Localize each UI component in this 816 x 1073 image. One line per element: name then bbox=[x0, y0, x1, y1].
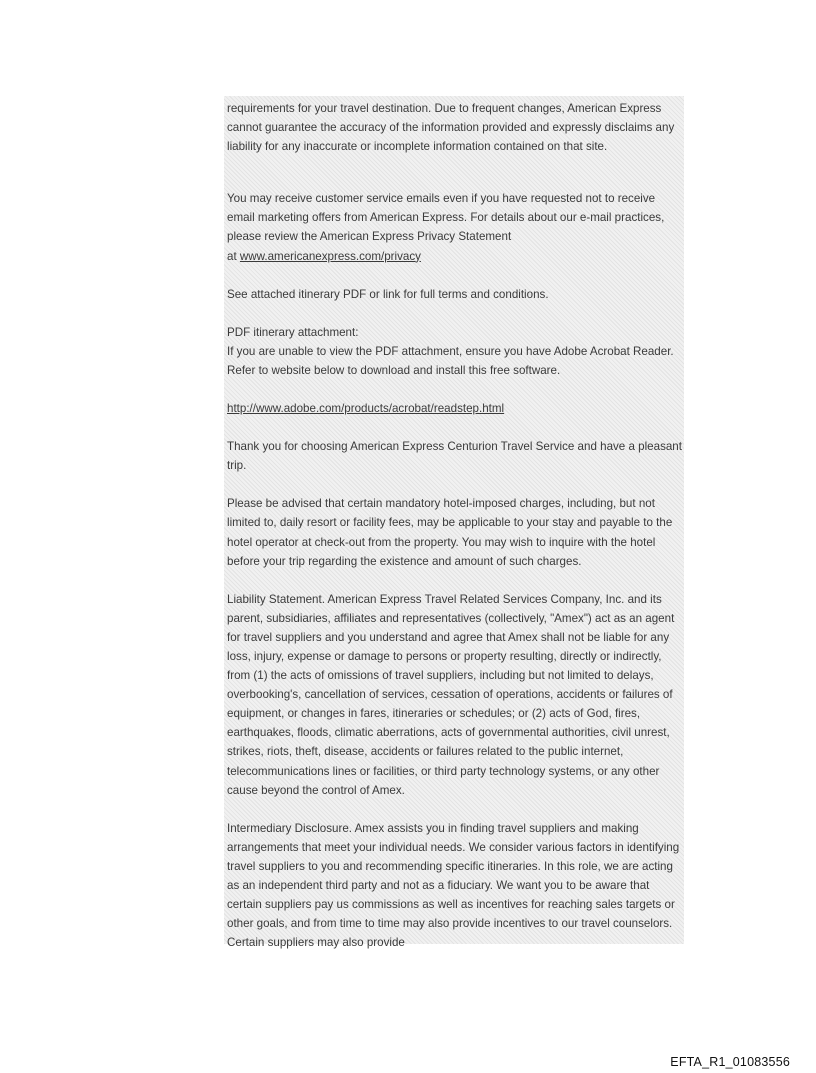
privacy-link[interactable]: www.americanexpress.com/privacy bbox=[239, 249, 421, 263]
paragraph-terms: See attached itinerary PDF or link for full terms and conditions. bbox=[227, 287, 549, 301]
pdf-text: If you are unable to view the PDF attachment, ensure you have Adobe Acrobat Reader. Refer to website below to download and install this free software. bbox=[227, 344, 674, 377]
paragraph-adobe-link bbox=[227, 399, 682, 418]
pdf-heading: PDF itinerary attachment: bbox=[227, 325, 359, 339]
paragraph-hotel-charges: Please be advised that certain mandatory hotel-imposed charges, including, but not limited to, daily resort or facility fees, may be applicable to your stay and payable to the hotel operator at check-out from the property. You may wish to inquire with the hotel before your trip regarding the existence and amount of such charges. bbox=[227, 497, 673, 568]
email-body-block bbox=[224, 96, 684, 950]
privacy-text: You may receive customer service emails even if you have requested not to receive email marketing offers from American Express. For details about our e-mail practices, please review the American Express Privacy Statement bbox=[227, 192, 665, 244]
paragraph-customer-service-emails bbox=[227, 189, 682, 265]
paragraph-thank-you: Thank you for choosing American Express Centurion Travel Service and have a pleasant trip. bbox=[227, 440, 682, 473]
paragraph-liability-statement: Liability Statement. American Express Travel Related Services Company, Inc. and its parent, subsidiaries, affiliates and representatives (collectively, "Amex") act as an agent for travel suppliers and you understand and agree that Amex shall not be liable for any loss, injury, expense or damage to persons or property resulting, directly or indirectly, from (1) the acts of omissions of travel suppliers, including but not limited to delays, overbooking's, cancellation of services, cessation of operations, accidents or failures of equipment, or changes in fares, itineraries or schedules; or (2) acts of God, fires, earthquakes, floods, climatic aberrations, acts of governmental authorities, civil unrest, strikes, riots, theft, disease, accidents or failures related to the public internet, telecommunications lines or facilities, or third party technology systems, or any other cause beyond the control of Amex. bbox=[227, 592, 675, 797]
paragraph-pdf-attachment bbox=[227, 323, 682, 380]
adobe-link[interactable]: http://www.adobe.com/products/acrobat/readstep.html bbox=[227, 402, 505, 416]
paragraph-destination-requirements: requirements for your travel destination. Due to frequent changes, American Express cannot guarantee the accuracy of the information provided and expressly disclaims any liability for any inaccurate or incomplete information contained on that site. bbox=[227, 102, 675, 154]
privacy-at: at bbox=[227, 249, 237, 263]
document-id-stamp: EFTA_R1_01083556 bbox=[670, 1055, 790, 1069]
paragraph-intermediary-disclosure: Intermediary Disclosure. Amex assists you in finding travel suppliers and making arrangements that meet your individual needs. We consider various factors in identifying travel suppliers to you and recommending specific itineraries. In this role, we are acting as an independent third party and not as a fiduciary. We want you to be aware that certain suppliers pay us commissions as well as incentives for reaching sales targets or other goals, and from time to time may also provide incentives to our travel counselors. Certain suppliers may also provide bbox=[227, 821, 680, 950]
